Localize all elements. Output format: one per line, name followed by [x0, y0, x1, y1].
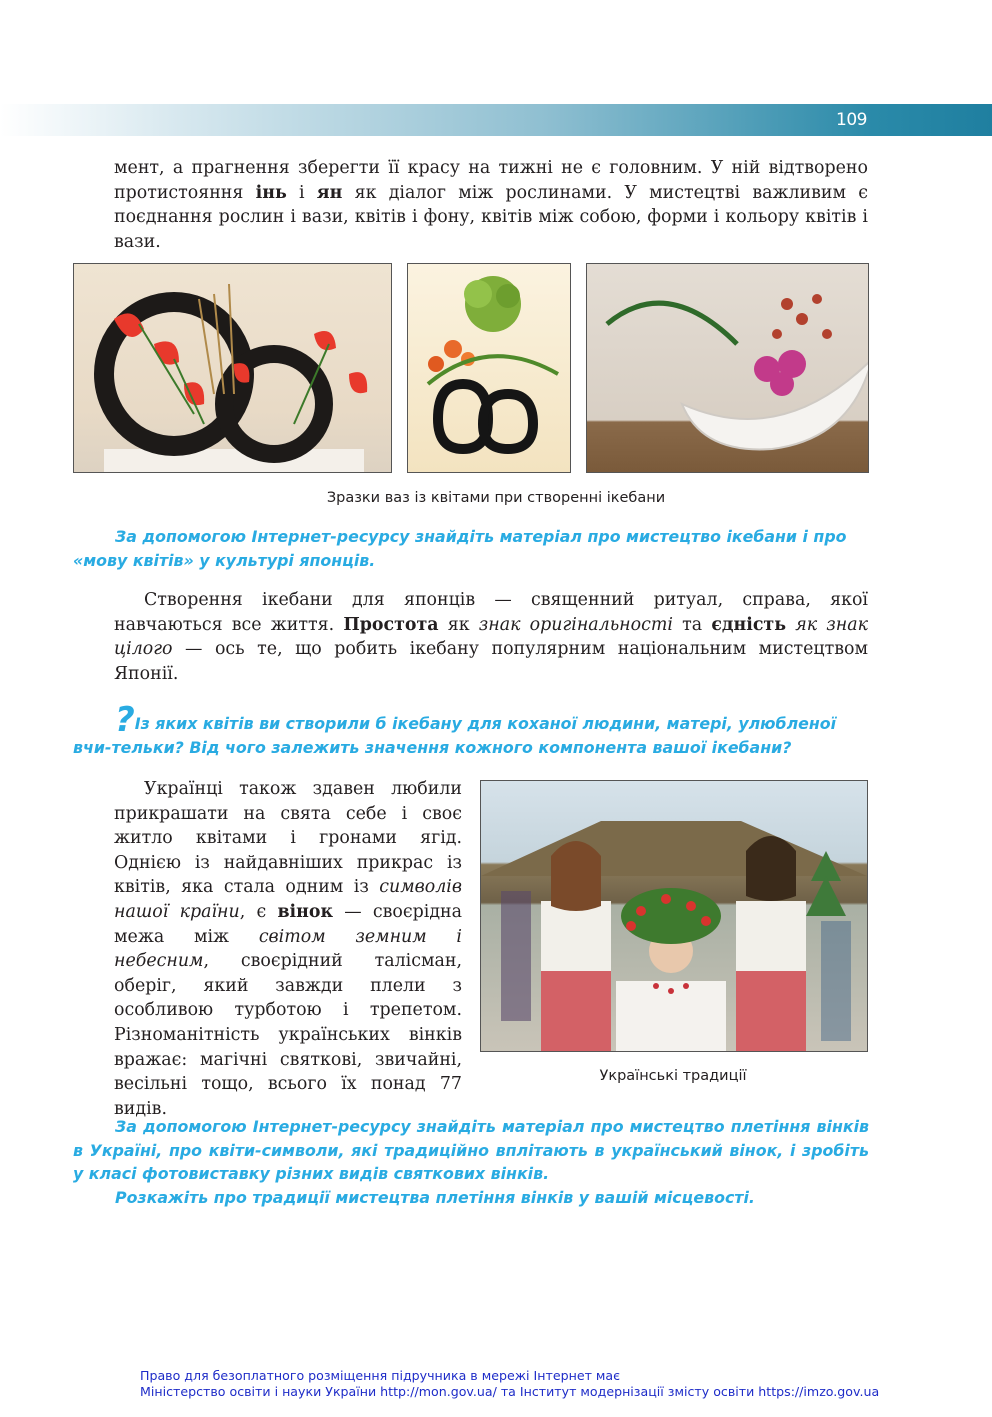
question-text: Із яких квітів ви створили б ікебану для коханої людини, матері, улюбленої вчи-тельки? Від чого залежить значення кожного компонента вашої ікебани?	[73, 714, 837, 757]
bold-term: ян	[316, 182, 343, 203]
text-run: , є	[239, 901, 278, 922]
footer	[140, 1368, 879, 1400]
italic-term: як знак цілого	[114, 614, 868, 660]
text-run: та	[672, 614, 712, 635]
task-1	[73, 525, 869, 572]
task-1-text: За допомогою Інтернет-ресурсу знайдіть матеріал про мистецтво ікебани і про «мову квітів» у культурі японців.	[73, 527, 847, 570]
text-run	[786, 615, 795, 635]
italic-term: знак оригінальності	[478, 614, 673, 635]
ukrainian-traditions-photo	[480, 780, 868, 1052]
text-run: , своєрідний талісман, оберіг, який завжди плели з особливою турботою і трепетом. Різноманітність українських вінків вражає: магічні святкові, звичайні, весільні тощо, всього їх понад 77 видів.	[114, 951, 462, 1119]
wreath-paragraph	[114, 777, 462, 1121]
question-mark-icon: ?	[115, 700, 135, 740]
ikebana-photo-1	[73, 263, 392, 473]
text-run: як	[438, 614, 479, 635]
text-run: як діалог між рослинами. У мистецтві важливим є поєднання рослин і вази, квітів і фону, квітів між собою, форми і кольору квітів і вази.	[114, 182, 868, 252]
task-2-line-1: За допомогою Інтернет-ресурсу знайдіть матеріал про мистецтво плетіння вінків в Україні, про квіти-символи, які традиційно вплітають в український вінок, і зробіть у класі фотовиставку різних видів святкових вінків.	[73, 1117, 869, 1183]
ikebana-caption: Зразки ваз із квітами при створенні ікебани	[326, 490, 666, 506]
bold-term: єдність	[711, 614, 786, 635]
question-block	[73, 700, 869, 759]
page-number: 109	[836, 110, 867, 130]
bold-term: інь	[255, 182, 287, 203]
bold-term: Простота	[343, 614, 439, 635]
ikebana-text	[114, 588, 868, 686]
footer-line-1: Право для безоплатного розміщення підручника в мережі Інтернет має	[140, 1368, 621, 1383]
footer-line-2: Міністерство освіти і науки України http://mon.gov.ua/ та Інститут модернізації змісту освіти https://imzo.gov.ua	[140, 1384, 880, 1399]
traditions-caption: Українські традиції	[599, 1068, 747, 1084]
bold-term: вінок	[277, 901, 334, 922]
text-run: і	[286, 182, 317, 203]
text-run: — ось те, що робить ікебану популярним національним мистецтвом Японії.	[114, 639, 868, 684]
text-run: — своєрідна межа між	[114, 901, 462, 947]
ikebana-photo-3	[586, 263, 869, 473]
wreath-text	[114, 777, 462, 1121]
ikebana-photo-2	[407, 263, 571, 473]
ikebana-paragraph	[114, 588, 868, 686]
text-run: Створення ікебани для японців — священний ритуал, справа, якої навчаються все життя.	[114, 590, 868, 635]
intro-text	[114, 156, 868, 254]
task-2-line-2: Розкажіть про традиції мистецтва плетіння вінків у вашій місцевості.	[115, 1187, 755, 1207]
intro-paragraph	[114, 156, 868, 254]
italic-term: символів нашої країни	[114, 877, 462, 922]
text-run: мент, а прагнення зберегти її красу на тижні не є головним. У ній відтворено протистояння	[114, 158, 868, 203]
text-run: Українці також здавен любили прикрашати на свята себе і своє житло квітами і гронами ягід. Однією із найдавніших прикрас із квітів, яка стала одним із	[114, 779, 462, 898]
task-2	[73, 1115, 869, 1209]
italic-term: світом земним і небесним	[114, 926, 462, 972]
